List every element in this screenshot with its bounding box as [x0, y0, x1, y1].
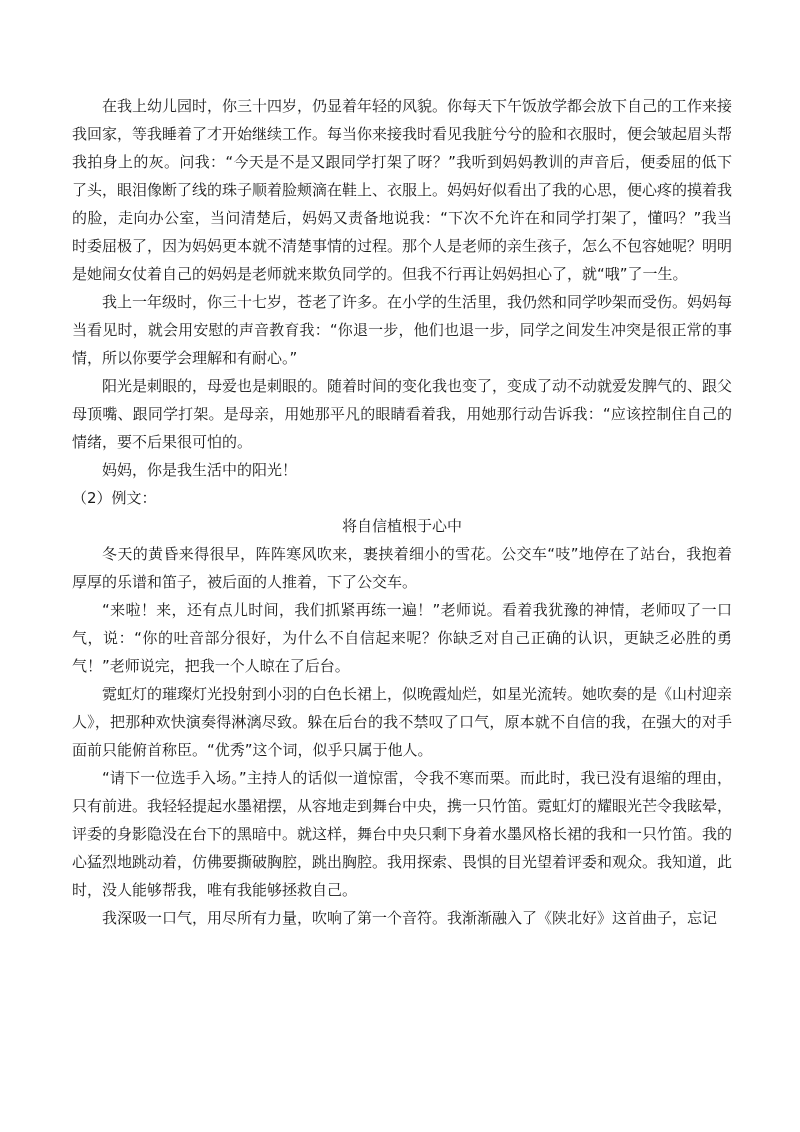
essay-title: 将自信植根于心中: [341, 517, 462, 535]
essay-paragraph-winter: 冬天的黄昏来得很早，阵阵寒风吹来，裹挟着细小的雪花。公交车“吱”地停在了站台，我抱着厚厚的乐谱和笛子，被后面的人推着，下了公交车。: [72, 545, 732, 591]
essay-paragraph-neon: 霓虹灯的璀璨灯光投射到小羽的白色长裙上，似晚霞灿烂，如星光流转。她吹奏的是《山村迎亲人》，把那种欢快演奏得淋漓尽致。躲在后台的我不禁叹了口气，原本就不自信的我，在强大的对手面前只能俯首称臣。“优秀”这个词，似乎只属于他人。: [72, 685, 733, 759]
essay-paragraph-first-note: 我深吸一口气，用尽所有力量，吹响了第一个音符。我渐渐融入了《陕北好》这首曲子，忘记: [102, 909, 718, 927]
document-body: [72, 92, 732, 932]
essay-paragraph-stage: “请下一位选手入场。”主持人的话似一道惊雷，令我不寒而栗。而此时，我已没有退缩的理由，只有前进。我轻轻提起水墨裙摆，从容地走到舞台中央，携一只竹笛。霓虹灯的耀眼光芒令我眩晕，评委的身影隐没在台下的黑暗中。就这样，舞台中央只剩下身着水墨风格长裙的我和一只竹笛。我的心猛烈地跳动着，仿佛要撕破胸腔，跳出胸腔。我用探索、畏惧的目光望着评委和观众。我知道，此时，没人能够帮我，唯有我能够拯救自己。: [72, 769, 733, 899]
essay-paragraph-teacher: “来啦！来，还有点儿时间，我们抓紧再练一遍！”老师说。看着我犹豫的神情，老师叹了一口气，说：“你的吐音部分很好，为什么不自信起来呢？你缺乏对自己正确的认识，更缺乏必胜的勇气！”老师说完，把我一个人晾在了后台。: [72, 601, 732, 675]
paragraph-conclusion: 妈妈，你是我生活中的阳光！: [102, 461, 298, 479]
paragraph-kindergarten: 在我上幼儿园时，你三十四岁，仍显着年轻的风貌。你每天下午饭放学都会放下自己的工作来接我回家，等我睡着了才开始继续工作。每当你来接我时看见我脏兮兮的脸和衣服时，便会皱起眉头帮我拍身上的灰。问我：“今天是不是又跟同学打架了呀？”我听到妈妈教训的声音后，便委屈的低下了头，眼泪像断了线的珠子顺着脸颊滴在鞋上、衣服上。妈妈好似看出了我的心思，便心疼的摸着我的脸，走向办公室，当问清楚后，妈妈又责备地说我：“下次不允许在和同学打架了，懂吗？”我当时委屈极了，因为妈妈更本就不清楚事情的过程。那个人是老师的亲生孩子，怎么不包容她呢？明明是她闹女仗着自己的妈妈是老师就来欺负同学的。但我不行再让妈妈担心了，就“哦”了一生。: [72, 97, 733, 283]
section-label: （2）例文：: [72, 489, 157, 507]
paragraph-sunlight: 阳光是刺眼的，母爱也是刺眼的。随着时间的变化我也变了，变成了动不动就爱发脾气的、跟父母顶嘴、跟同学打架。是母亲，用她那平凡的眼睛看着我，用她那行动告诉我：“应该控制住自己的情绪，要不后果很可怕的。: [72, 377, 733, 451]
paragraph-first-grade: 我上一年级时，你三十七岁，苍老了许多。在小学的生活里，我仍然和同学吵架而受伤。妈妈每当看见时，就会用安慰的声音教育我：“你退一步，他们也退一步，同学之间发生冲突是很正常的事情，所以你要学会理解和有耐心。”: [72, 293, 733, 367]
